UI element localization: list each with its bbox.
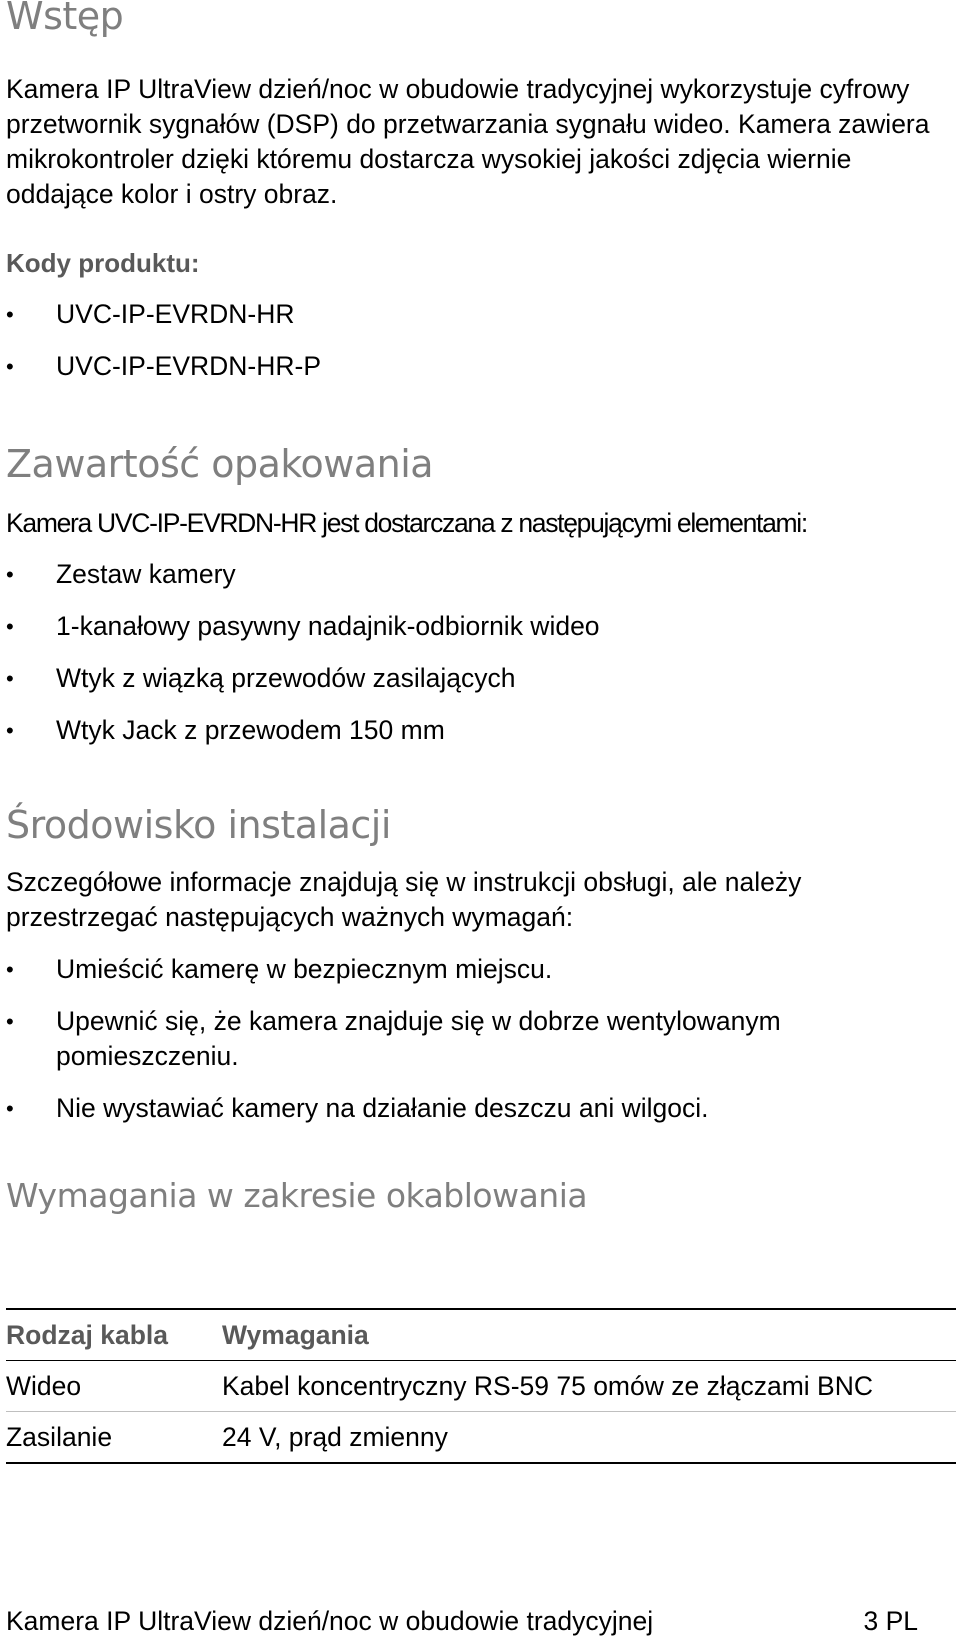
product-code: UVC-IP-EVRDN-HR bbox=[56, 299, 295, 329]
section-title-cabling: Wymagania w zakresie okablowania bbox=[6, 1176, 588, 1215]
bullet-icon: • bbox=[6, 354, 14, 379]
environment-item: Nie wystawiać kamery na działanie deszczu ani wilgoci. bbox=[56, 1093, 709, 1123]
footer-doc-title: Kamera IP UltraView dzień/noc w obudowie tradycyjnej bbox=[6, 1606, 654, 1636]
column-header-cable-type: Rodzaj kabla bbox=[6, 1309, 222, 1361]
product-code: UVC-IP-EVRDN-HR-P bbox=[56, 351, 321, 381]
environment-lead: Szczegółowe informacje znajdują się w instrukcji obsługi, ale należy przestrzegać następujących ważnych wymagań: bbox=[6, 867, 802, 932]
table-row bbox=[6, 1412, 956, 1464]
intro-paragraph: Kamera IP UltraView dzień/noc w obudowie tradycyjnej wykorzystuje cyfrowy przetwornik sygnałów (DSP) do przetwarzania sygnału wideo. Kamera zawiera mikrokontroler dzięki któremu dostarcza wysokiej jakości zdjęcia wiernie oddające kolor i ostry obraz. bbox=[6, 74, 930, 209]
bullet-icon: • bbox=[6, 957, 14, 982]
column-header-requirements: Wymagania bbox=[222, 1309, 956, 1361]
list-item bbox=[6, 609, 926, 644]
table-cell: 24 V, prąd zmienny bbox=[222, 1412, 956, 1464]
table-cell: Zasilanie bbox=[6, 1412, 222, 1464]
package-lead: Kamera UVC-IP-EVRDN-HR jest dostarczana z następującymi elementami: bbox=[6, 508, 807, 538]
bullet-icon: • bbox=[6, 302, 14, 327]
list-item bbox=[6, 297, 926, 332]
list-item bbox=[6, 661, 926, 696]
list-item bbox=[6, 1004, 926, 1074]
footer-page-number: 3 PL bbox=[863, 1606, 918, 1636]
section-title-package: Zawartość opakowania bbox=[6, 442, 434, 486]
list-item bbox=[6, 1091, 926, 1126]
environment-item: Umieścić kamerę w bezpiecznym miejscu. bbox=[56, 954, 553, 984]
package-item: 1-kanałowy pasywny nadajnik-odbiornik wideo bbox=[56, 611, 600, 641]
environment-item: Upewnić się, że kamera znajduje się w dobrze wentylowanym pomieszczeniu. bbox=[56, 1006, 781, 1071]
cabling-requirements-table bbox=[6, 1308, 956, 1464]
section-title-intro: Wstęp bbox=[6, 0, 124, 38]
list-item bbox=[6, 952, 926, 987]
list-item bbox=[6, 557, 926, 592]
package-item: Wtyk Jack z przewodem 150 mm bbox=[56, 715, 445, 745]
bullet-icon: • bbox=[6, 1096, 14, 1121]
bullet-icon: • bbox=[6, 718, 14, 743]
section-title-environment: Środowisko instalacji bbox=[6, 803, 391, 847]
package-item: Zestaw kamery bbox=[56, 559, 236, 589]
list-item bbox=[6, 349, 926, 384]
bullet-icon: • bbox=[6, 1009, 14, 1034]
package-item: Wtyk z wiązką przewodów zasilających bbox=[56, 663, 516, 693]
table-row bbox=[6, 1361, 956, 1412]
table-header-row bbox=[6, 1309, 956, 1361]
product-codes-heading: Kody produktu: bbox=[6, 248, 200, 278]
list-item bbox=[6, 713, 926, 748]
table-cell: Kabel koncentryczny RS-59 75 omów ze złączami BNC bbox=[222, 1361, 956, 1412]
bullet-icon: • bbox=[6, 562, 14, 587]
bullet-icon: • bbox=[6, 666, 14, 691]
table-cell: Wideo bbox=[6, 1361, 222, 1412]
bullet-icon: • bbox=[6, 614, 14, 639]
